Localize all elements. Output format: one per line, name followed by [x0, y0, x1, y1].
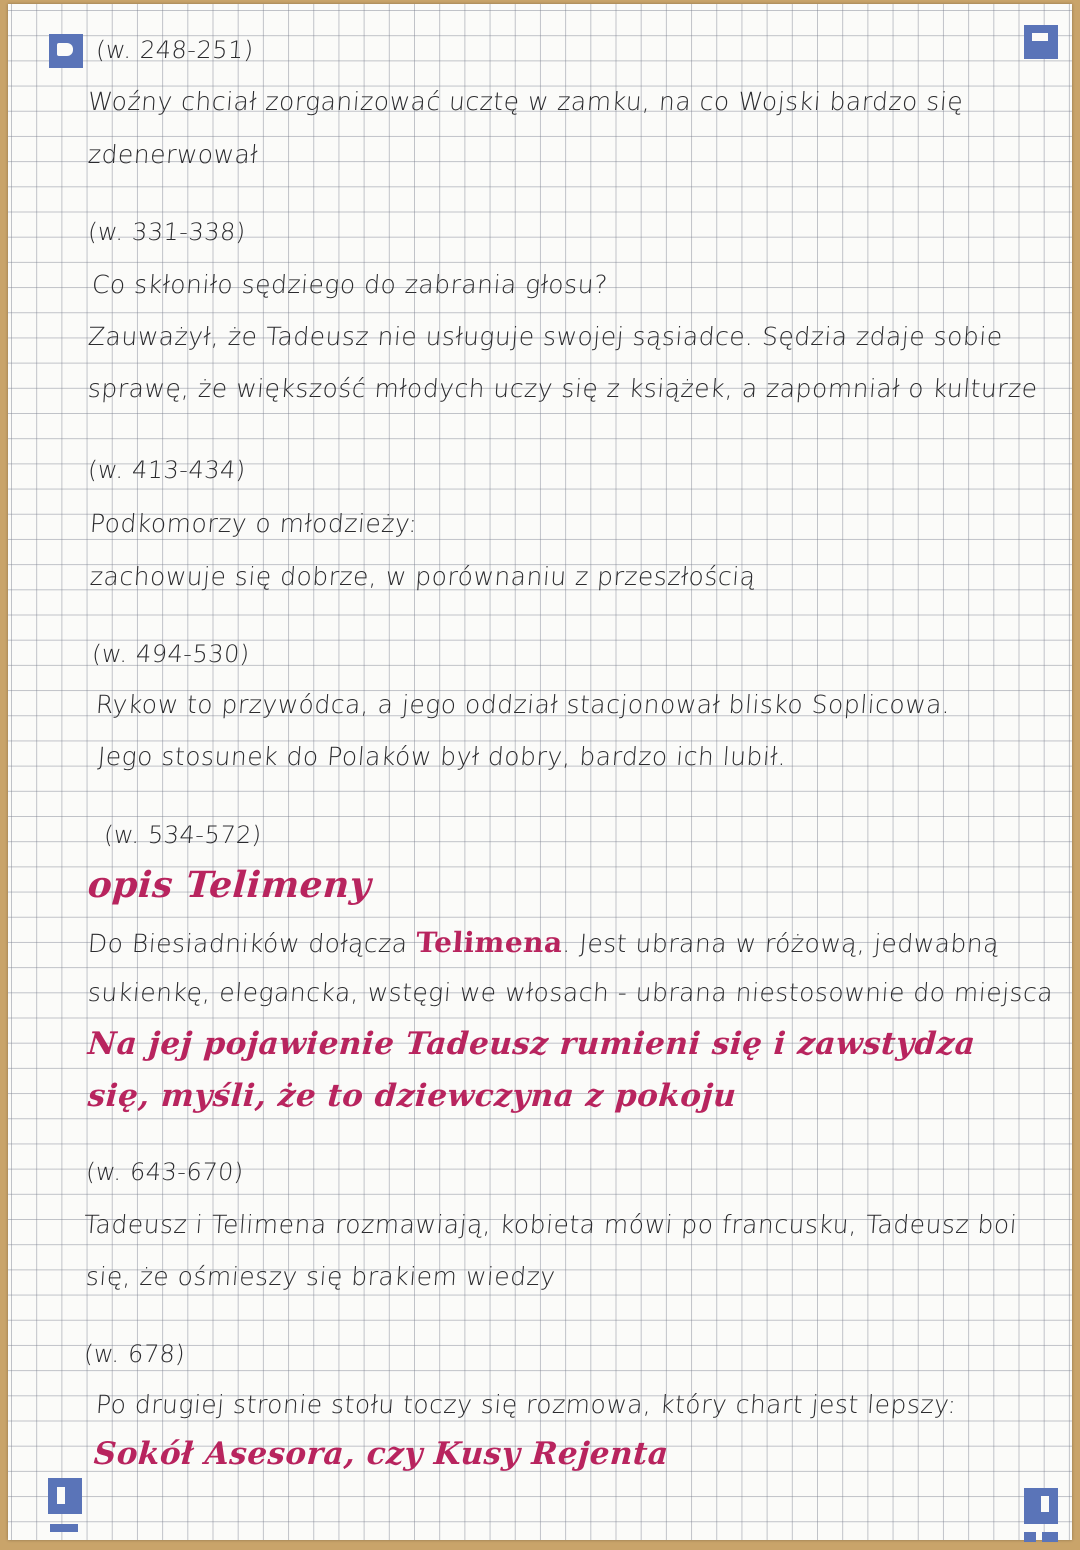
note-text: Do Biesiadników dołącza: [86, 929, 418, 958]
note-question: Co skłoniło sędziego do zabrania głosu?: [90, 270, 609, 299]
corner-marker-bottom-right-dash-icon: [1024, 1532, 1036, 1542]
note-line: sukienkę, elegancka, wstęgi we włosach - ubrana niestosownie do miejsca: [86, 978, 1055, 1007]
note-text: . Jest ubrana w różową, jedwabną: [561, 929, 1001, 958]
verse-reference: (w. 331-338): [87, 218, 247, 246]
corner-marker-bottom-right-dash-icon: [1042, 1532, 1058, 1542]
note-line: [87, 926, 1000, 959]
note-line: sprawę, że większość młodych uczy się z książek, a zapomniał o kulturze: [86, 374, 1039, 403]
highlighted-note-line: Sokół Asesora, czy Kusy Rejenta: [92, 1436, 670, 1472]
highlighted-name: Telimena: [414, 926, 564, 959]
note-line: się, że ośmieszy się brakiem wiedzy: [84, 1262, 557, 1291]
verse-reference: (w. 494-530): [91, 640, 251, 668]
note-line: Podkomorzy o młodzieży:: [88, 509, 419, 538]
note-line: Zauważył, że Tadeusz nie usługuje swojej sąsiadce. Sędzia zdaje sobie: [86, 322, 1004, 351]
corner-marker-top-left-icon: [49, 34, 83, 68]
notebook-page: [8, 4, 1072, 1540]
corner-marker-bottom-left-dash-icon: [50, 1524, 78, 1532]
corner-marker-bottom-right-icon: [1024, 1488, 1058, 1524]
verse-reference: (w. 413-434): [87, 456, 247, 484]
verse-reference: (w. 678): [83, 1340, 187, 1368]
note-line: Tadeusz i Telimena rozmawiają, kobieta mówi po francusku, Tadeusz boi: [82, 1210, 1019, 1239]
corner-marker-bottom-left-icon: [48, 1478, 82, 1514]
note-line: Jego stosunek do Polaków był dobry, bardzo ich lubił.: [96, 742, 788, 771]
note-line: Rykow to przywódca, a jego oddział stacjonował blisko Soplicowa.: [94, 690, 952, 719]
verse-reference: (w. 248-251): [95, 36, 255, 64]
note-line: zdenerwował: [86, 140, 260, 169]
verse-reference: (w. 534-572): [103, 821, 263, 849]
highlighted-note-line: Na jej pojawienie Tadeusz rumieni się i zawstydza: [86, 1026, 977, 1062]
verse-reference: (w. 643-670): [85, 1158, 245, 1186]
note-line: Po drugiej stronie stołu toczy się rozmowa, który chart jest lepszy:: [94, 1390, 958, 1419]
corner-marker-top-right-icon: [1024, 25, 1058, 59]
note-line: zachowuje się dobrze, w porównaniu z przeszłością: [88, 562, 757, 591]
section-heading: opis Telimeny: [86, 864, 373, 906]
note-line: Woźny chciał zorganizować ucztę w zamku, na co Wojski bardzo się: [86, 87, 965, 116]
highlighted-note-line: się, myśli, że to dziewczyna z pokoju: [86, 1078, 738, 1114]
